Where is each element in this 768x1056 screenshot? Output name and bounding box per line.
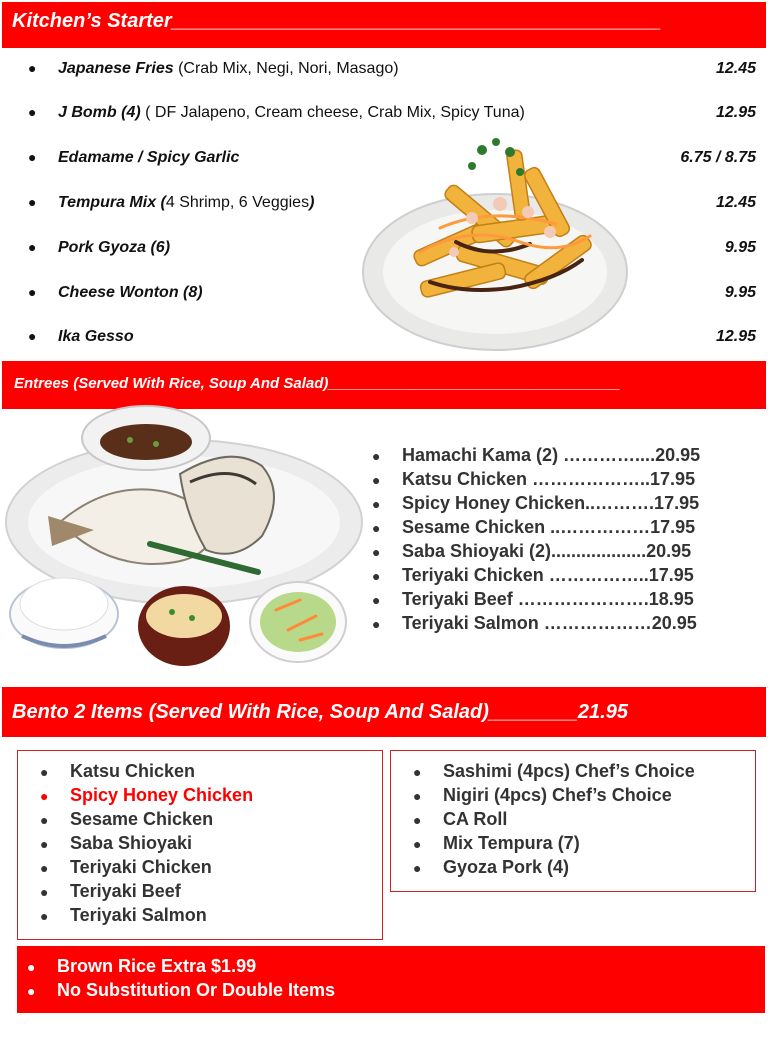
entree-label: Katsu Chicken ………………..17.95 [402, 469, 696, 489]
bullet-icon: ● [28, 328, 37, 344]
bento-option-label: CA Roll [443, 809, 508, 829]
bullet-icon: ● [28, 239, 37, 255]
notes-band [17, 946, 765, 1013]
bullet-icon: ● [413, 836, 422, 852]
entree-item [372, 613, 700, 637]
starter-detail: (Crab Mix, Negi, Nori, Masago) [173, 60, 399, 77]
note-item [27, 956, 335, 980]
bento-option [40, 881, 253, 905]
entree-item [372, 565, 700, 589]
bento-option [413, 857, 695, 881]
bento-option-label: Mix Tempura (7) [443, 833, 580, 853]
starter-name: Cheese Wonton (8) [58, 284, 203, 301]
entree-label: Teriyaki Salmon ………………20.95 [402, 613, 697, 633]
entree-item [372, 517, 700, 541]
starter-detail-close: ) [309, 194, 315, 211]
japanese-fries-image [360, 132, 630, 356]
note-label: Brown Rice Extra $1.99 [57, 956, 257, 976]
bullet-icon: ● [372, 496, 381, 512]
bento-option-label: Spicy Honey Chicken [70, 785, 254, 805]
entree-label: Spicy Honey Chicken..……….17.95 [402, 493, 700, 513]
bento-option-label: Katsu Chicken [70, 761, 196, 781]
bento-option-label: Teriyaki Salmon [70, 905, 207, 925]
entree-item [372, 469, 700, 493]
starter-name: Ika Gesso [58, 328, 134, 345]
bullet-icon: ● [372, 592, 381, 608]
bento-option-label: Teriyaki Beef [70, 881, 181, 901]
bullet-icon: ● [40, 908, 49, 924]
bento-option-label: Gyoza Pork (4) [443, 857, 570, 877]
bullet-icon: ● [40, 836, 49, 852]
entree-item [372, 589, 700, 613]
entrees-title: Entrees (Served With Rice, Soup And Salad)___________________________________ [14, 375, 621, 392]
starter-detail: ( DF Jalapeno, Cream cheese, Crab Mix, Spicy Tuna) [140, 104, 525, 121]
bento-left-box [17, 750, 383, 940]
bullet-icon: ● [28, 284, 37, 300]
starter-name: Japanese Fries [58, 60, 174, 77]
bullet-icon: ● [40, 764, 49, 780]
bento-right-list [413, 761, 695, 881]
bullet-icon: ● [27, 959, 36, 975]
bullet-icon: ● [28, 104, 37, 120]
starters-header-band [2, 2, 766, 48]
bento-title: Bento 2 Items (Served With Rice, Soup And Salad)________21.95 [12, 701, 628, 723]
entree-item [372, 541, 700, 565]
starter-item [28, 60, 756, 84]
bento-option-label: Teriyaki Chicken [70, 857, 212, 877]
starter-name: J Bomb (4) [58, 104, 141, 121]
bento-option-label: Sashimi (4pcs) Chef’s Choice [443, 761, 695, 781]
entree-label: Sesame Chicken ..……………17.95 [402, 517, 696, 537]
bullet-icon: ● [40, 788, 49, 804]
bullet-icon: ● [372, 520, 381, 536]
bento-left-list [40, 761, 253, 929]
bento-option-label: Nigiri (4pcs) Chef’s Choice [443, 785, 672, 805]
notes-list [27, 956, 335, 1004]
bento-option [413, 785, 695, 809]
bullet-icon: ● [40, 860, 49, 876]
bento-option-label: Saba Shioyaki [70, 833, 193, 853]
bullet-icon: ● [413, 812, 422, 828]
starter-name: Pork Gyoza (6) [58, 239, 171, 256]
entree-label: Teriyaki Chicken ……………..17.95 [402, 565, 694, 585]
entree-label: Hamachi Kama (2) …………....20.95 [402, 445, 701, 465]
starter-name: Edamame / Spicy Garlic [58, 149, 240, 166]
bullet-icon: ● [372, 568, 381, 584]
entrees-food-image [0, 404, 364, 668]
bento-option [40, 785, 253, 809]
bento-option [40, 857, 253, 881]
note-label: No Substitution Or Double Items [57, 980, 335, 1000]
bullet-icon: ● [413, 860, 422, 876]
starter-price: 12.95 [715, 328, 756, 345]
bento-right-box [390, 750, 756, 892]
bullet-icon: ● [40, 812, 49, 828]
bento-option [413, 761, 695, 785]
starter-price: 9.95 [724, 284, 756, 301]
bullet-icon: ● [28, 149, 37, 165]
bullet-icon: ● [372, 616, 381, 632]
bullet-icon: ● [40, 884, 49, 900]
bullet-icon: ● [372, 472, 381, 488]
bullet-icon: ● [413, 788, 422, 804]
starter-name: Tempura Mix ( [58, 194, 166, 211]
entree-item [372, 445, 700, 469]
bullet-icon: ● [372, 448, 381, 464]
bento-option [413, 809, 695, 833]
entree-label: Saba Shioyaki (2)...................20.95 [402, 541, 692, 561]
bullet-icon: ● [28, 194, 37, 210]
entree-item [372, 493, 700, 517]
bento-option [40, 761, 253, 785]
starter-price: 6.75 / 8.75 [680, 149, 756, 166]
bento-header-band [2, 687, 766, 737]
starter-price: 12.95 [715, 104, 756, 121]
bento-option [40, 809, 253, 833]
bullet-icon: ● [27, 983, 36, 999]
starter-price: 12.45 [715, 194, 756, 211]
note-item [27, 980, 335, 1004]
entrees-list [372, 445, 700, 637]
starter-price: 12.45 [715, 60, 756, 77]
bullet-icon: ● [372, 544, 381, 560]
starters-title: Kitchen’s Starter____________________________________________ [12, 10, 662, 32]
bento-option [413, 833, 695, 857]
bento-option-label: Sesame Chicken [70, 809, 214, 829]
bullet-icon: ● [28, 60, 37, 76]
starter-item [28, 104, 756, 128]
entrees-header-band [2, 361, 766, 409]
entree-label: Teriyaki Beef ………………….18.95 [402, 589, 694, 609]
bullet-icon: ● [413, 764, 422, 780]
starter-detail: 4 Shrimp, 6 Veggies [165, 194, 310, 211]
bento-option [40, 833, 253, 857]
starter-price: 9.95 [724, 239, 756, 256]
bento-option [40, 905, 253, 929]
